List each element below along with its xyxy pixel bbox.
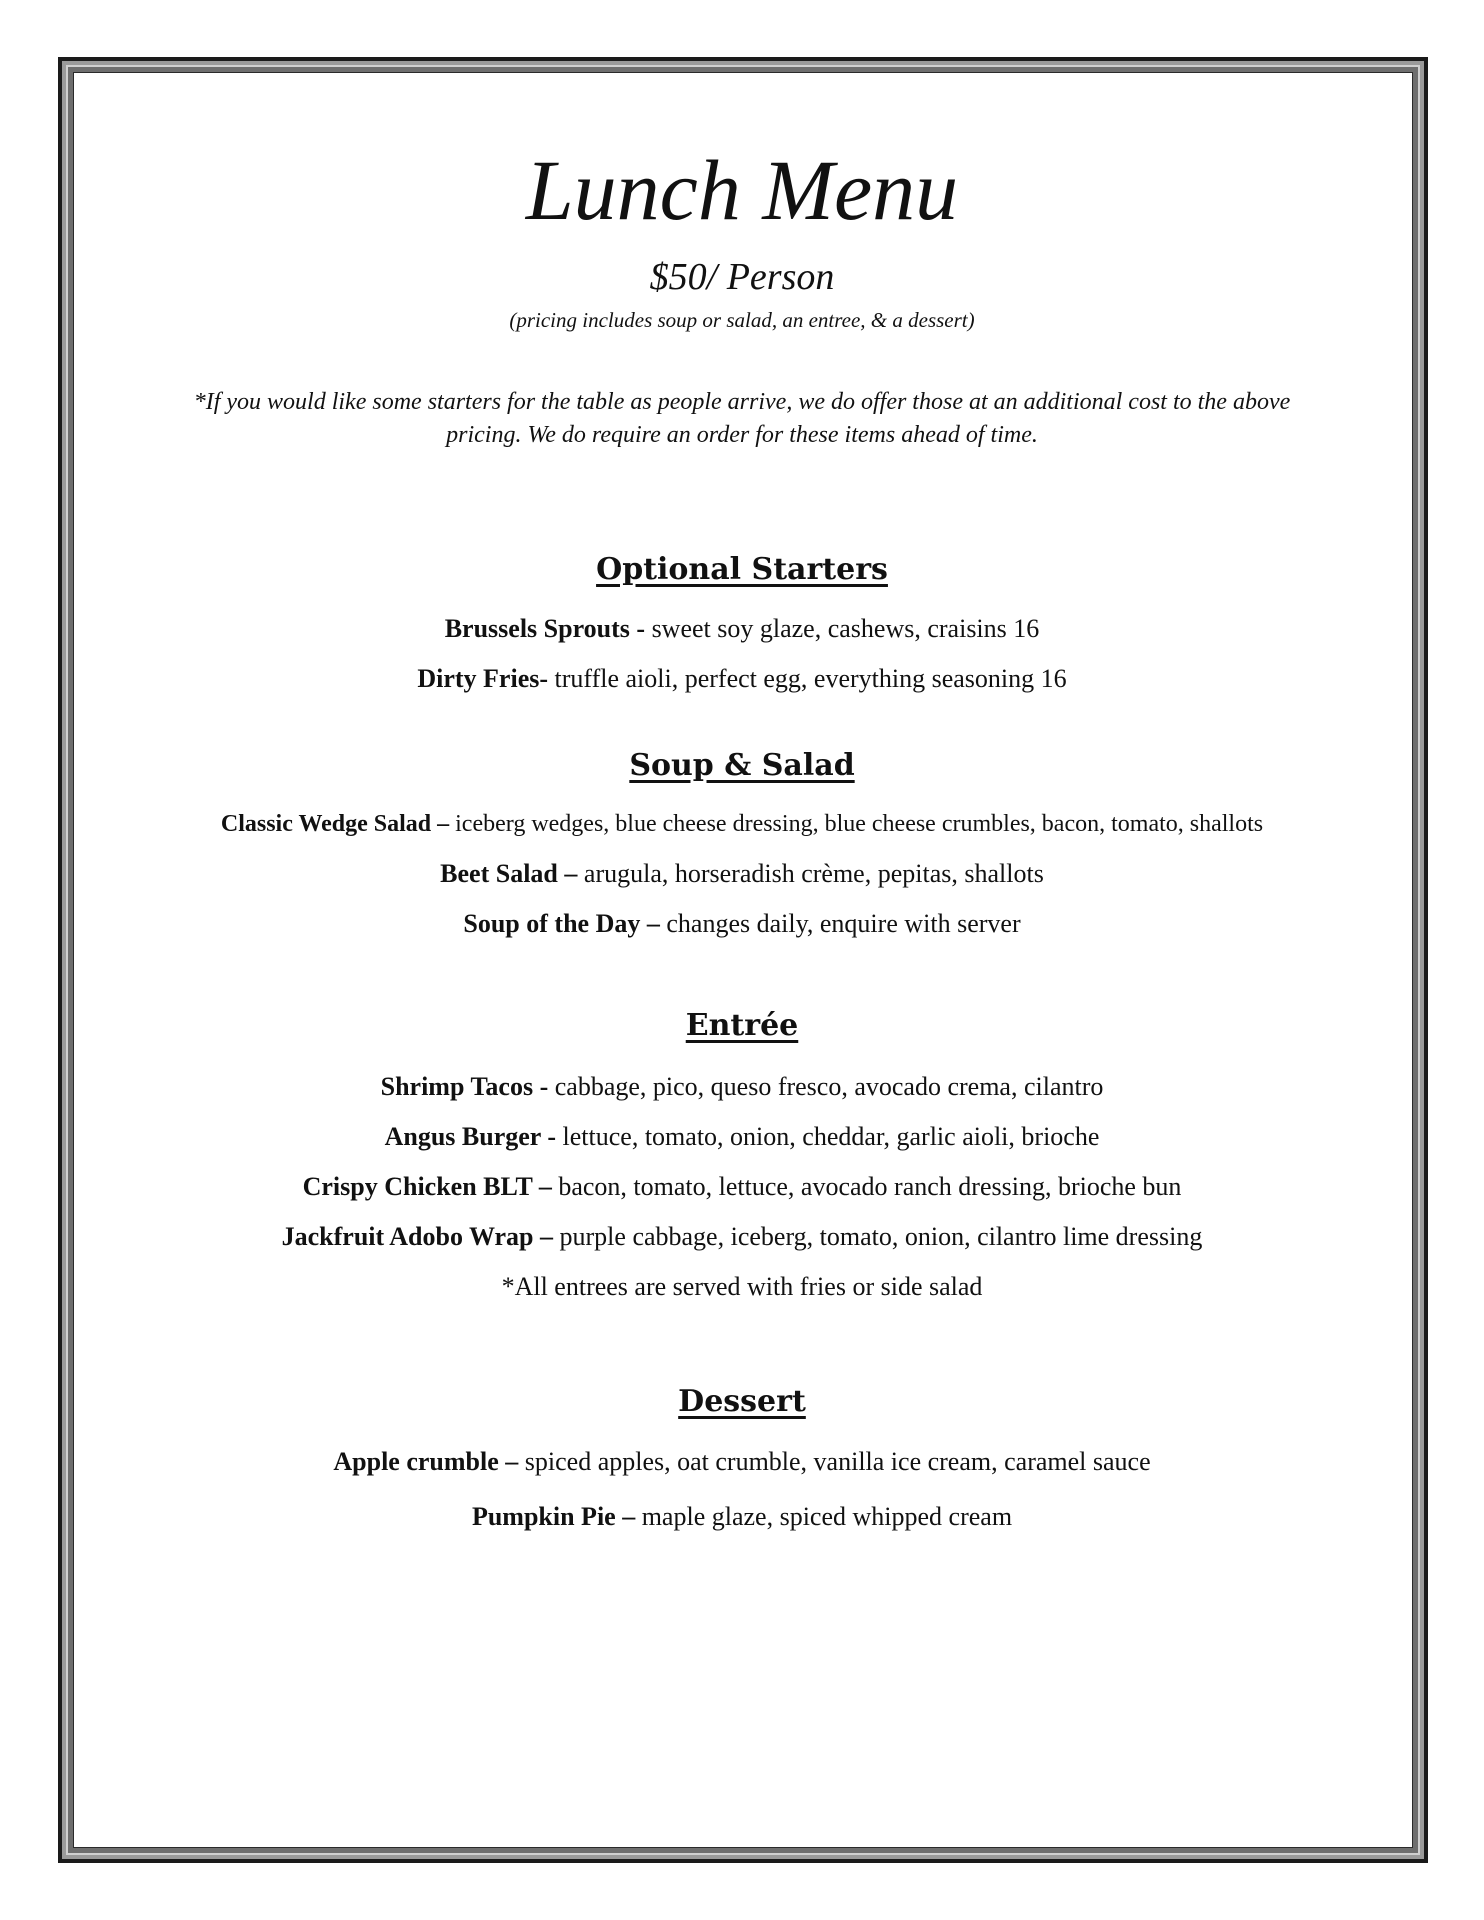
menu-item-name: Soup of the Day – (463, 909, 660, 938)
menu-item-description: sweet soy glaze, cashews, craisins 16 (645, 614, 1040, 643)
menu-item (60, 1120, 1424, 1154)
menu-item-name: Classic Wedge Salad – (220, 811, 450, 837)
menu-item (60, 907, 1424, 941)
menu-item-name: Beet Salad – (440, 859, 578, 888)
price-note: (pricing includes soup or salad, an entree, & a dessert) (509, 308, 975, 332)
menu-item-name: Brussels Sprouts - (444, 614, 646, 643)
menu-item-name: Angus Burger - (384, 1122, 557, 1151)
menu-item-description: bacon, tomato, lettuce, avocado ranch dressing, brioche bun (551, 1172, 1182, 1201)
menu-item (60, 857, 1424, 891)
menu-item-description: spiced apples, oat crumble, vanilla ice cream, caramel sauce (518, 1447, 1151, 1476)
menu-item-description: cabbage, pico, queso fresco, avocado crema, cilantro (548, 1072, 1104, 1101)
menu-item (60, 1070, 1424, 1104)
menu-item-name: Pumpkin Pie – (471, 1502, 636, 1531)
menu-item-description: iceberg wedges, blue cheese dressing, blue cheese crumbles, bacon, tomato, shallots (449, 811, 1264, 837)
menu-item (60, 1445, 1424, 1479)
page-border-inner (73, 72, 1413, 1848)
menu-item-description: lettuce, tomato, onion, cheddar, garlic aioli, brioche (556, 1122, 1100, 1151)
menu-item-name: Apple crumble – (333, 1447, 519, 1476)
menu-item-name: Crispy Chicken BLT – (302, 1172, 552, 1201)
menu-item-name: Jackfruit Adobo Wrap – (281, 1222, 554, 1251)
menu-item-name: Shrimp Tacos - (380, 1072, 549, 1101)
menu-item-description: arugula, horseradish crème, pepitas, shallots (577, 859, 1044, 888)
menu-price: $50/ Person (649, 256, 835, 298)
menu-item (60, 1170, 1424, 1204)
menu-item-description: changes daily, enquire with server (659, 909, 1021, 938)
menu-item-name: Dirty Fries- (417, 664, 549, 693)
menu-item (60, 1500, 1424, 1534)
starters-note: *If you would like some starters for the table as people arrive, we do offer those at an additional cost to the above pricing. We do require an order for these items ahead of time. (193, 389, 1291, 448)
menu-item-description: truffle aioli, perfect egg, everything seasoning 16 (548, 664, 1067, 693)
section-heading-entree: Entrée (685, 1008, 799, 1043)
menu-item (60, 1220, 1424, 1254)
entree-side-note: *All entrees are served with fries or side salad (501, 1272, 983, 1301)
menu-item-description: purple cabbage, iceberg, tomato, onion, cilantro lime dressing (553, 1222, 1203, 1251)
menu-title: Lunch Menu (525, 142, 959, 238)
menu-item (60, 612, 1424, 646)
section-heading-starters: Optional Starters (596, 552, 888, 587)
menu-item (60, 662, 1424, 696)
menu-item (60, 807, 1424, 841)
section-heading-soup-salad: Soup & Salad (629, 748, 855, 783)
menu-item-description: maple glaze, spiced whipped cream (635, 1502, 1013, 1531)
section-heading-dessert: Dessert (678, 1384, 806, 1419)
